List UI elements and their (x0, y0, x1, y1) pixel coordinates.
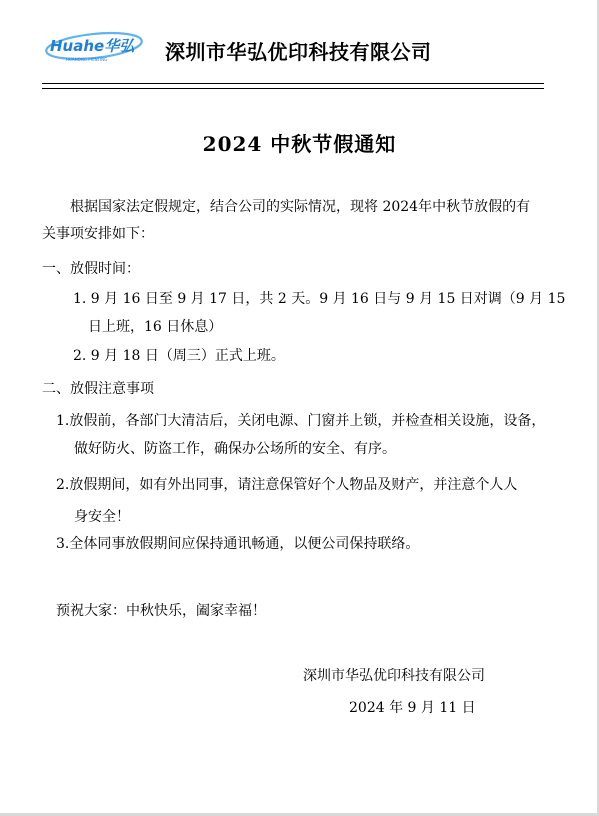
huahong-logo (44, 30, 152, 64)
wishes-line: 预祝大家：中秋快乐，阖家幸福！ (56, 603, 266, 619)
section2-item2-line2: 身安全！ (74, 509, 130, 525)
section1-heading: 一、放假时间： (42, 261, 140, 277)
section2-item1-line2: 做好防火、防盗工作，确保办公场所的安全、有序。 (74, 441, 396, 457)
section2-item1-line1: 1.放假前，各部门大清洁后，关闭电源、门窗并上锁，并检查相关设施，设备， (56, 413, 546, 429)
company-header: 深圳市华弘优印科技有限公司 (165, 40, 432, 64)
header-rule-bottom (42, 88, 544, 89)
logo-subtext: HUAHONG PRINTING (66, 57, 108, 62)
section2-item3: 3.全体同事放假期间应保持通讯畅通，以便公司保持联络。 (56, 536, 420, 552)
intro-line-1: 根据国家法定假规定，结合公司的实际情况，现将 2024年中秋节放假的有 (70, 199, 531, 215)
section1-item1-line2: 日上班，16 日休息） (88, 319, 223, 335)
notice-title: 2024 中秋节假通知 (202, 132, 397, 156)
header-rule-top (42, 83, 544, 84)
logo-wordmark: Huahe华弘 (50, 37, 135, 55)
section1-item1-line1: 1. 9 月 16 日至 9 月 17 日，共 2 天。9 月 16 日与 9 月 15 日对调（9 月 15 (73, 291, 566, 307)
section2-heading: 二、放假注意事项 (42, 381, 154, 397)
section1-item2: 2. 9 月 18 日（周三）正式上班。 (73, 348, 285, 364)
signature-date: 2024 年 9 月 11 日 (349, 700, 476, 716)
intro-line-2: 关事项安排如下： (42, 226, 154, 242)
signature-company: 深圳市华弘优印科技有限公司 (303, 668, 485, 684)
section2-item2-line1: 2.放假期间，如有外出同事，请注意保管好个人物品及财产，并注意个人人 (56, 477, 518, 493)
